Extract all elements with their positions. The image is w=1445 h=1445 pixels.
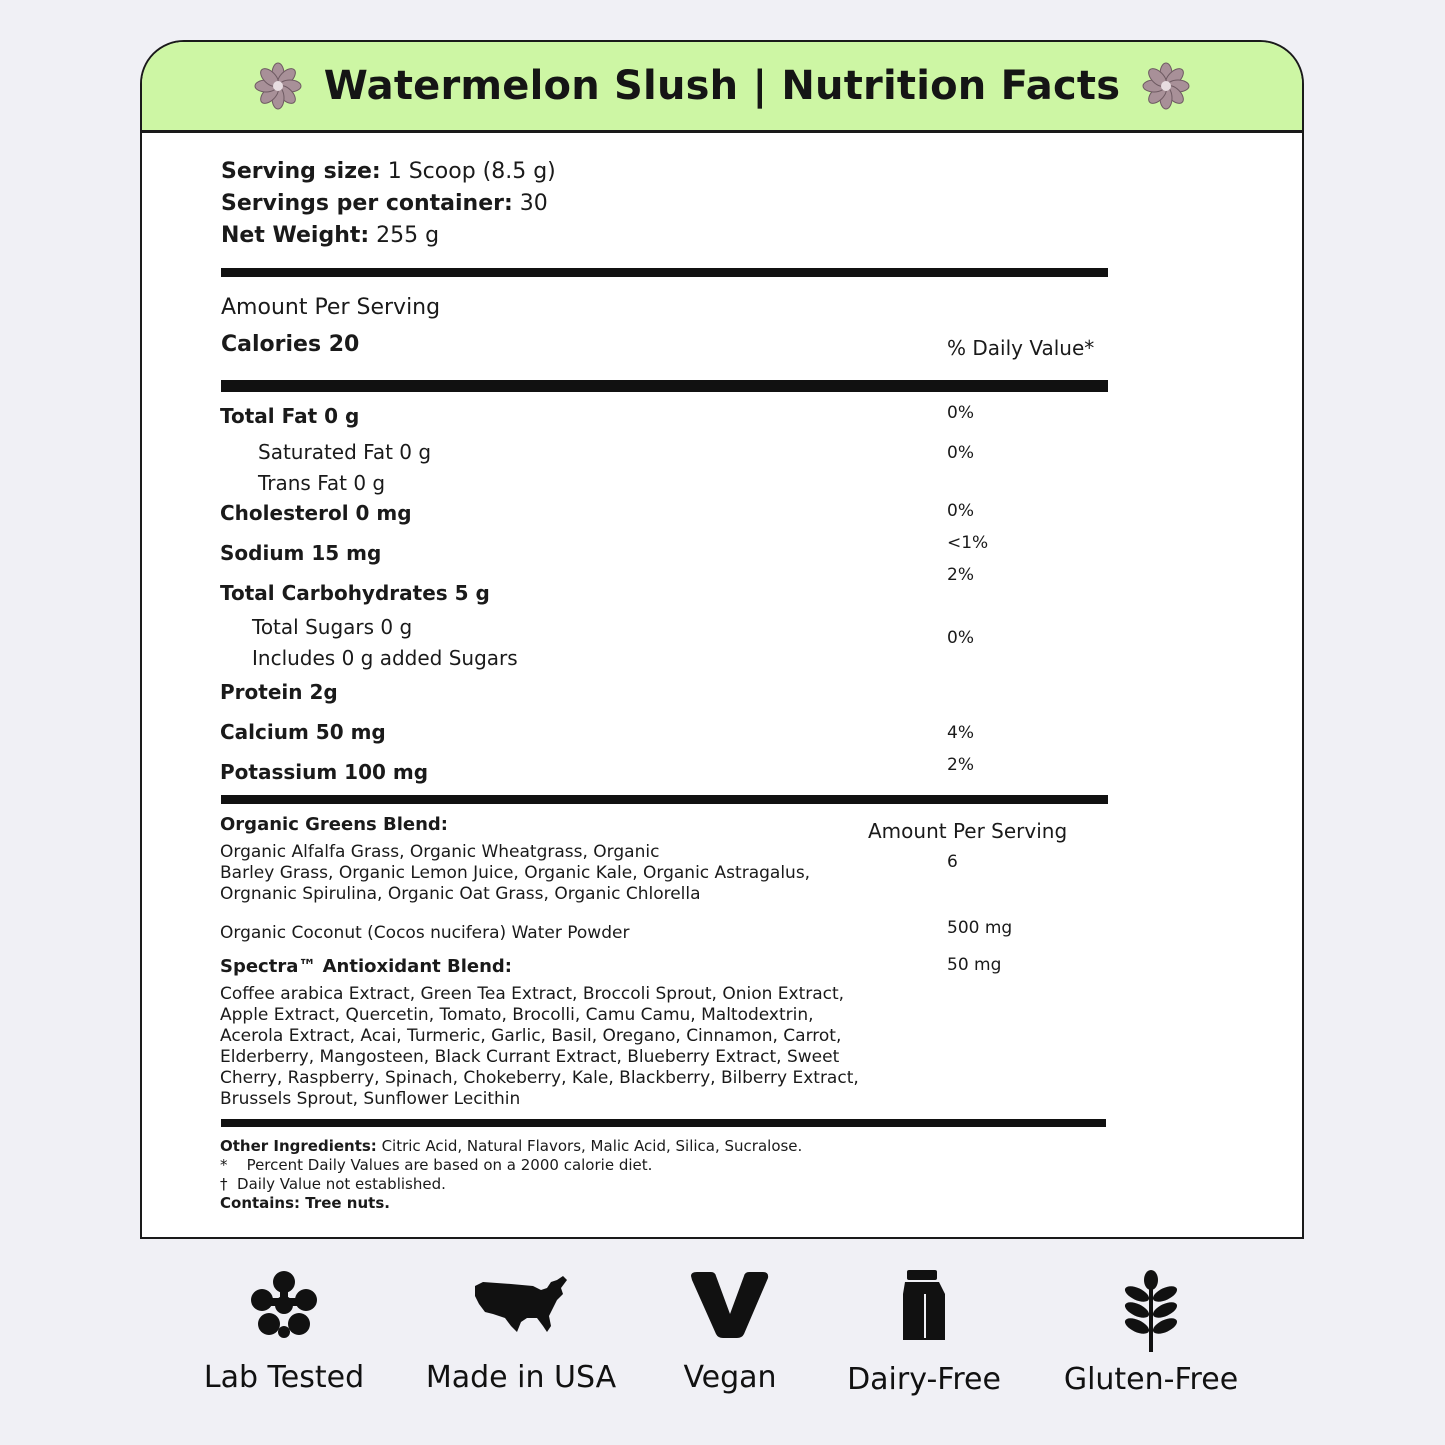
nutrient-added-sugars: Includes 0 g added Sugars	[252, 646, 518, 670]
badge-label: Lab Tested	[203, 1360, 365, 1395]
flower-icon	[254, 62, 302, 110]
greens-blend-title: Organic Greens Blend:	[220, 814, 448, 835]
milk-carton-icon	[899, 1270, 949, 1342]
dv-added-sugars: 0%	[947, 628, 974, 648]
servings-per-container: Servings per container: 30	[221, 191, 548, 216]
blend-amount-header: Amount Per Serving	[868, 819, 1068, 843]
spectra-blend-line: Elderberry, Mangosteen, Black Currant Extract, Blueberry Extract, Sweet	[220, 1047, 840, 1067]
nutrition-facts-panel	[140, 40, 1304, 1239]
daily-value-header: % Daily Value*	[947, 336, 1095, 360]
dv-sodium: <1%	[947, 533, 989, 553]
greens-blend-line: Barley Grass, Organic Lemon Juice, Organic Kale, Organic Astragalus,	[220, 863, 811, 883]
panel-header	[142, 42, 1302, 133]
calories: Calories 20	[221, 332, 360, 357]
dv-cholesterol: 0%	[947, 501, 974, 521]
spectra-blend-line: Cherry, Raspberry, Spinach, Chokeberry, Kale, Blackberry, Bilberry Extract,	[220, 1068, 859, 1088]
spectra-blend-line: Brussels Sprout, Sunflower Lecithin	[220, 1089, 521, 1109]
greens-blend-line: Orgnanic Spirulina, Organic Oat Grass, Organic Chlorella	[220, 884, 701, 904]
nutrient-total-carbs: Total Carbohydrates 5 g	[220, 581, 490, 605]
footnote-not-established: † Daily Value not established.	[220, 1175, 446, 1193]
page-title: Watermelon Slush | Nutrition Facts	[323, 63, 1121, 109]
nutrient-potassium: Potassium 100 mg	[220, 760, 429, 784]
serving-size: Serving size: 1 Scoop (8.5 g)	[221, 159, 556, 184]
badge-label: Dairy-Free	[847, 1362, 1001, 1397]
greens-blend-line: Organic Alfalfa Grass, Organic Wheatgrass, Organic	[220, 842, 660, 862]
badge-lab-tested	[164, 1270, 404, 1395]
nutrient-sodium: Sodium 15 mg	[220, 541, 382, 565]
feature-badges	[0, 1270, 1445, 1430]
badge-label: Made in USA	[425, 1360, 617, 1395]
nutrient-cholesterol: Cholesterol 0 mg	[220, 501, 412, 525]
divider-thick	[221, 795, 1108, 804]
dv-potassium: 2%	[947, 755, 974, 775]
dv-calcium: 4%	[947, 723, 974, 743]
dv-saturated-fat: 0%	[947, 443, 974, 463]
spectra-blend-amount: 50 mg	[947, 955, 1002, 975]
coconut-water-amount: 500 mg	[947, 918, 1013, 938]
nutrient-calcium: Calcium 50 mg	[220, 720, 386, 744]
coconut-water-label: Organic Coconut (Cocos nucifera) Water Powder	[220, 923, 630, 943]
nutrient-total-sugars: Total Sugars 0 g	[252, 615, 413, 639]
usa-map-icon	[471, 1270, 571, 1340]
badge-made-in-usa	[401, 1270, 641, 1395]
badge-dairy-free	[804, 1270, 1044, 1397]
nutrient-total-fat: Total Fat 0 g	[220, 404, 360, 428]
lab-tested-icon	[249, 1270, 319, 1340]
nutrient-protein: Protein 2g	[220, 680, 338, 704]
wheat-icon	[1121, 1270, 1181, 1352]
spectra-blend-line: Coffee arabica Extract, Green Tea Extract, Broccoli Sprout, Onion Extract,	[220, 984, 845, 1004]
nutrient-trans-fat: Trans Fat 0 g	[258, 471, 386, 495]
other-ingredients: Other Ingredients: Citric Acid, Natural Flavors, Malic Acid, Silica, Sucralose.	[220, 1137, 803, 1155]
allergen-statement: Contains: Tree nuts.	[220, 1194, 390, 1212]
spectra-blend-title: Spectra™ Antioxidant Blend:	[220, 956, 512, 977]
nutrient-saturated-fat: Saturated Fat 0 g	[258, 440, 432, 464]
badge-label: Gluten-Free	[1063, 1362, 1239, 1397]
dv-total-carbs: 2%	[947, 565, 974, 585]
badge-label: Vegan	[683, 1360, 777, 1395]
vegan-v-icon	[689, 1270, 771, 1340]
badge-gluten-free	[1031, 1270, 1271, 1397]
divider-thick	[221, 380, 1108, 392]
flower-icon	[1142, 62, 1190, 110]
footnote-daily-values: * Percent Daily Values are based on a 2000 calorie diet.	[220, 1156, 653, 1174]
spectra-blend-line: Apple Extract, Quercetin, Tomato, Brocolli, Camu Camu, Maltodextrin,	[220, 1005, 814, 1025]
dv-total-fat: 0%	[947, 403, 974, 423]
amount-per-serving-label: Amount Per Serving	[221, 295, 441, 320]
greens-blend-amount: 6	[947, 852, 958, 872]
divider-thick	[221, 268, 1108, 277]
divider-thick	[221, 1119, 1106, 1127]
spectra-blend-line: Acerola Extract, Acai, Turmeric, Garlic, Basil, Oregano, Cinnamon, Carrot,	[220, 1026, 842, 1046]
net-weight: Net Weight: 255 g	[221, 223, 440, 248]
